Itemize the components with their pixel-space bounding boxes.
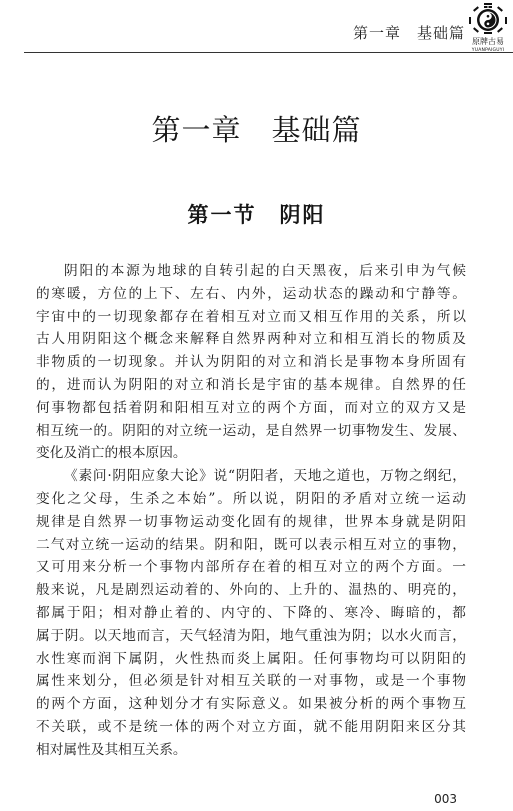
publisher-logo xyxy=(467,2,509,62)
page-number: 003 xyxy=(434,792,457,806)
bagua-icon xyxy=(467,2,509,36)
text-line: 变化之父母，生杀之本始”。所以说，阴阳的矛盾对立统一运动 xyxy=(36,490,466,507)
text-line: 的寒暖，方位的上下、左右、内外，运动状态的躁动和宁静等。 xyxy=(36,285,466,302)
text-line: 非物质的一切现象。并认为阴阳的对立和消长是事物本身所固有 xyxy=(36,354,466,371)
text-line: 古人用阴阳这个概念来解释自然界两种对立和相互消长的物质及 xyxy=(36,331,466,348)
text-line: 宇宙中的一切现象都存在着相互对立而又相互作用的关系，所以 xyxy=(36,308,466,325)
text-line: 的两个方面，这种划分才有实际意义。如果被分析的两个事物互 xyxy=(36,696,466,713)
text-line: 般来说，凡是剧烈运动着的、外向的、上升的、温热的、明亮的， xyxy=(36,582,466,599)
text-line: 阴阳的本源为地球的自转引起的白天黑夜，后来引申为气候 xyxy=(64,263,466,279)
text-line: 何事物都包括着阴和阳相互对立的两个方面，而对立的双方又是 xyxy=(36,399,466,416)
header-rule xyxy=(24,52,513,53)
running-header: 第一章 基础篇 xyxy=(352,24,465,42)
text-line: 水性寒而润下属阴，火性热而炎上属阳。任何事物均可以阴阳的 xyxy=(36,650,466,667)
section-title: 第一节 阴阳 xyxy=(187,202,326,227)
logo-subtext: YUANPAIGUYI xyxy=(471,48,505,53)
text-line: 属于阴。以天地而言，天气轻清为阳，地气重浊为阴；以水火而言， xyxy=(36,627,466,644)
chapter-title: 第一章 基础篇 xyxy=(151,113,362,147)
logo-text: 原牌古易 xyxy=(472,37,504,46)
paragraph xyxy=(36,260,466,465)
text-line: 二气对立统一运动的结果。阴和阳，既可以表示相互对立的事物， xyxy=(36,536,466,553)
paragraph xyxy=(36,465,466,761)
text-line: 不关联，或不是统一体的两个对立方面，就不能用阴阳来区分其 xyxy=(36,718,466,735)
text-line: 相互统一的。阴阳的对立统一运动，是自然界一切事物发生、发展、 xyxy=(36,422,466,439)
body-text xyxy=(36,260,466,762)
text-line: 规律是自然界一切事物运动变化固有的规律，世界本身就是阴阳 xyxy=(36,513,466,530)
text-line: 都属于阳；相对静止着的、内守的、下降的、寒冷、晦暗的，都 xyxy=(36,604,466,621)
text-line: 相对属性及其相互关系。 xyxy=(36,741,187,758)
text-line: 属性来划分，但必须是针对相互关联的一对事物，或是一个事物 xyxy=(36,673,466,690)
text-line: 《素问·阴阳应象大论》说“阴阳者，天地之道也，万物之纲纪， xyxy=(64,468,466,485)
text-line: 的，进而认为阴阳的对立和消长是宇宙的基本规律。自然界的任 xyxy=(36,376,466,393)
text-line: 又可用来分析一个事物内部所存在着的相互对立的两个方面。一 xyxy=(36,559,466,576)
text-line: 变化及消亡的根本原因。 xyxy=(36,445,187,462)
